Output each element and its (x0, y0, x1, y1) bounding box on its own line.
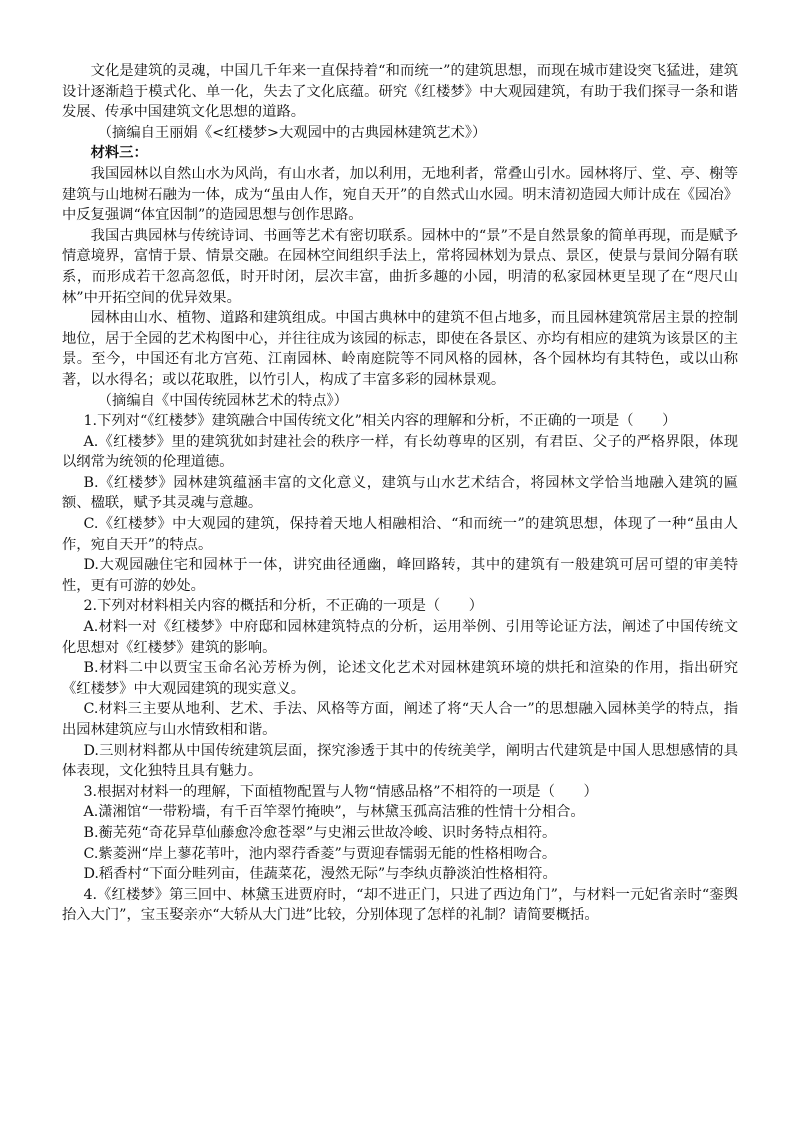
question-2-option-c: C.材料三主要从地利、艺术、手法、风格等方面，阐述了将“天人合一”的思想融入园林美学的特点，指出园林建筑应与山水情致相和谐。 (62, 701, 738, 738)
question-2-option-b: B.材料二中以贾宝玉命名沁芳桥为例，论述文化艺术对园林建筑环境的烘托和渲染的作用，指出研究《红楼梦》中大观园建筑的现实意义。 (62, 660, 738, 697)
question-1-option-a: A.《红楼梦》里的建筑犹如封建社会的秩序一样，有长幼尊卑的区别，有君臣、父子的严格界限，体现以纲常为统领的伦理道德。 (62, 433, 738, 471)
question-2-option-d: D.三则材料都从中国传统建筑层面，探究渗透于其中的传统美学，阐明古代建筑是中国人思想感情的具体表现，文化独特且具有魅力。 (62, 742, 738, 780)
question-3-stem: 3.根据对材料一的理解，下面植物配置与人物“情感品格”不相符的一项是（ ） (83, 783, 598, 800)
question-1-stem: 1.下列对“《红楼梦》建筑融合中国传统文化”相关内容的理解和分析，不正确的一项是（ ） (83, 413, 677, 430)
question-2-stem: 2.下列对材料相关内容的概括和分析，不正确的一项是（ ） (83, 598, 484, 615)
material-three-heading: 材料三： (90, 145, 148, 162)
material-three-paragraph: 园林由山水、植物、道路和建筑组成。中国古典林中的建筑不但占地多，而且园林建筑常居主景的控制地位，居于全园的艺术构图中心，并往往成为该园的标志，即使在各景区、亦均有相应的建筑为该景区的主景。至今，中国还有北方宫苑、江南园林、岭南庭院等不同风格的园林，各个园林均有其特色，或以山称著，以水得名；或以花取胜，以竹引人，构成了丰富多彩的园林景观。 (62, 310, 738, 388)
question-3-option-a: A.潇湘馆“一带粉墙，有千百竿翠竹掩映”，与林黛玉孤高洁雅的性情十分相合。 (83, 804, 585, 821)
question-4-stem: 4.《红楼梦》第三回中、林黛玉进贾府时，“却不进正门，只进了西边角门”，与材料一元妃省亲时“銮舆抬入大门”，宝玉娶亲亦“大轿从大门进”比较，分别体现了怎样的礼制？请简要概括。 (62, 886, 738, 924)
material-three-paragraph: 我国园林以自然山水为风尚，有山水者，加以利用，无地利者，常叠山引水。园林将厅、堂、亭、榭等建筑与山地树石融为一体，成为“虽由人作，宛自天开”的自然式山水园。明末清初造园大师计成在《园冶》中反复强调“体宜因制”的造园思想与创作思路。 (62, 165, 738, 224)
material-two-source: （摘编自王丽娟《<红楼梦>大观园中的古典园林建筑艺术》） (97, 124, 487, 141)
question-3-option-c: C.紫菱洲“岸上蓼花苇叶，池内翠荇香菱”与贾迎春懦弱无能的性格相吻合。 (83, 845, 557, 862)
question-2-option-a: A.材料一对《红楼梦》中府邸和园林建筑特点的分析，运用举例、引用等论证方法，阐述了中国传统文化思想对《红楼梦》建筑的影响。 (62, 619, 738, 656)
document-page (62, 61, 738, 926)
question-3-option-b: B.蘅芜苑“奇花异草仙藤愈冷愈苍翠”与史湘云世故冷峻、识时务特点相符。 (83, 824, 557, 841)
material-three-source: （摘编自《中国传统园林艺术的特点》） (97, 392, 348, 409)
material-two-closing-paragraph: 文化是建筑的灵魂，中国几千年来一直保持着“和而统一”的建筑思想，而现在城市建设突飞猛进，建筑设计逐渐趋于模式化、单一化，失去了文化底蕴。研究《红楼梦》中大观园建筑，有助于我们探寻一条和谐发展、传承中国建筑文化思想的道路。 (62, 63, 738, 121)
question-1-option-c: C.《红楼梦》中大观园的建筑，保持着天地人相融相洽、“和而统一”的建筑思想，体现了一种“虽由人作，宛自天开”的特点。 (62, 516, 738, 553)
question-1-option-d: D.大观园融住宅和园林于一体，讲究曲径通幽，峰回路转，其中的建筑有一般建筑可居可望的审美特性，更有可游的妙处。 (62, 557, 738, 594)
question-3-option-d: D.稻香村“下面分畦列亩，佳蔬菜花，漫然无际”与李纨贞静淡泊性格相符。 (83, 866, 557, 883)
material-three-paragraph: 我国古典园林与传统诗词、书画等艺术有密切联系。园林中的“景”不是自然景象的简单再现，而是赋予情意境界，富情于景、情景交融。在园林空间组织手法上，常将园林划为景点、景区，使景与景间分隔有联系，而形成若干忽高忽低，时开时闭，层次丰富，曲折多趣的小园，明清的私家园林更呈现了在“咫尺山林”中开拓空间的优异效果。 (62, 227, 738, 306)
question-1-option-b: B.《红楼梦》园林建筑蕴涵丰富的文化意义，建筑与山水艺术结合，将园林文学恰当地融入建筑的匾额、楹联，赋予其灵魂与意趣。 (62, 474, 738, 512)
